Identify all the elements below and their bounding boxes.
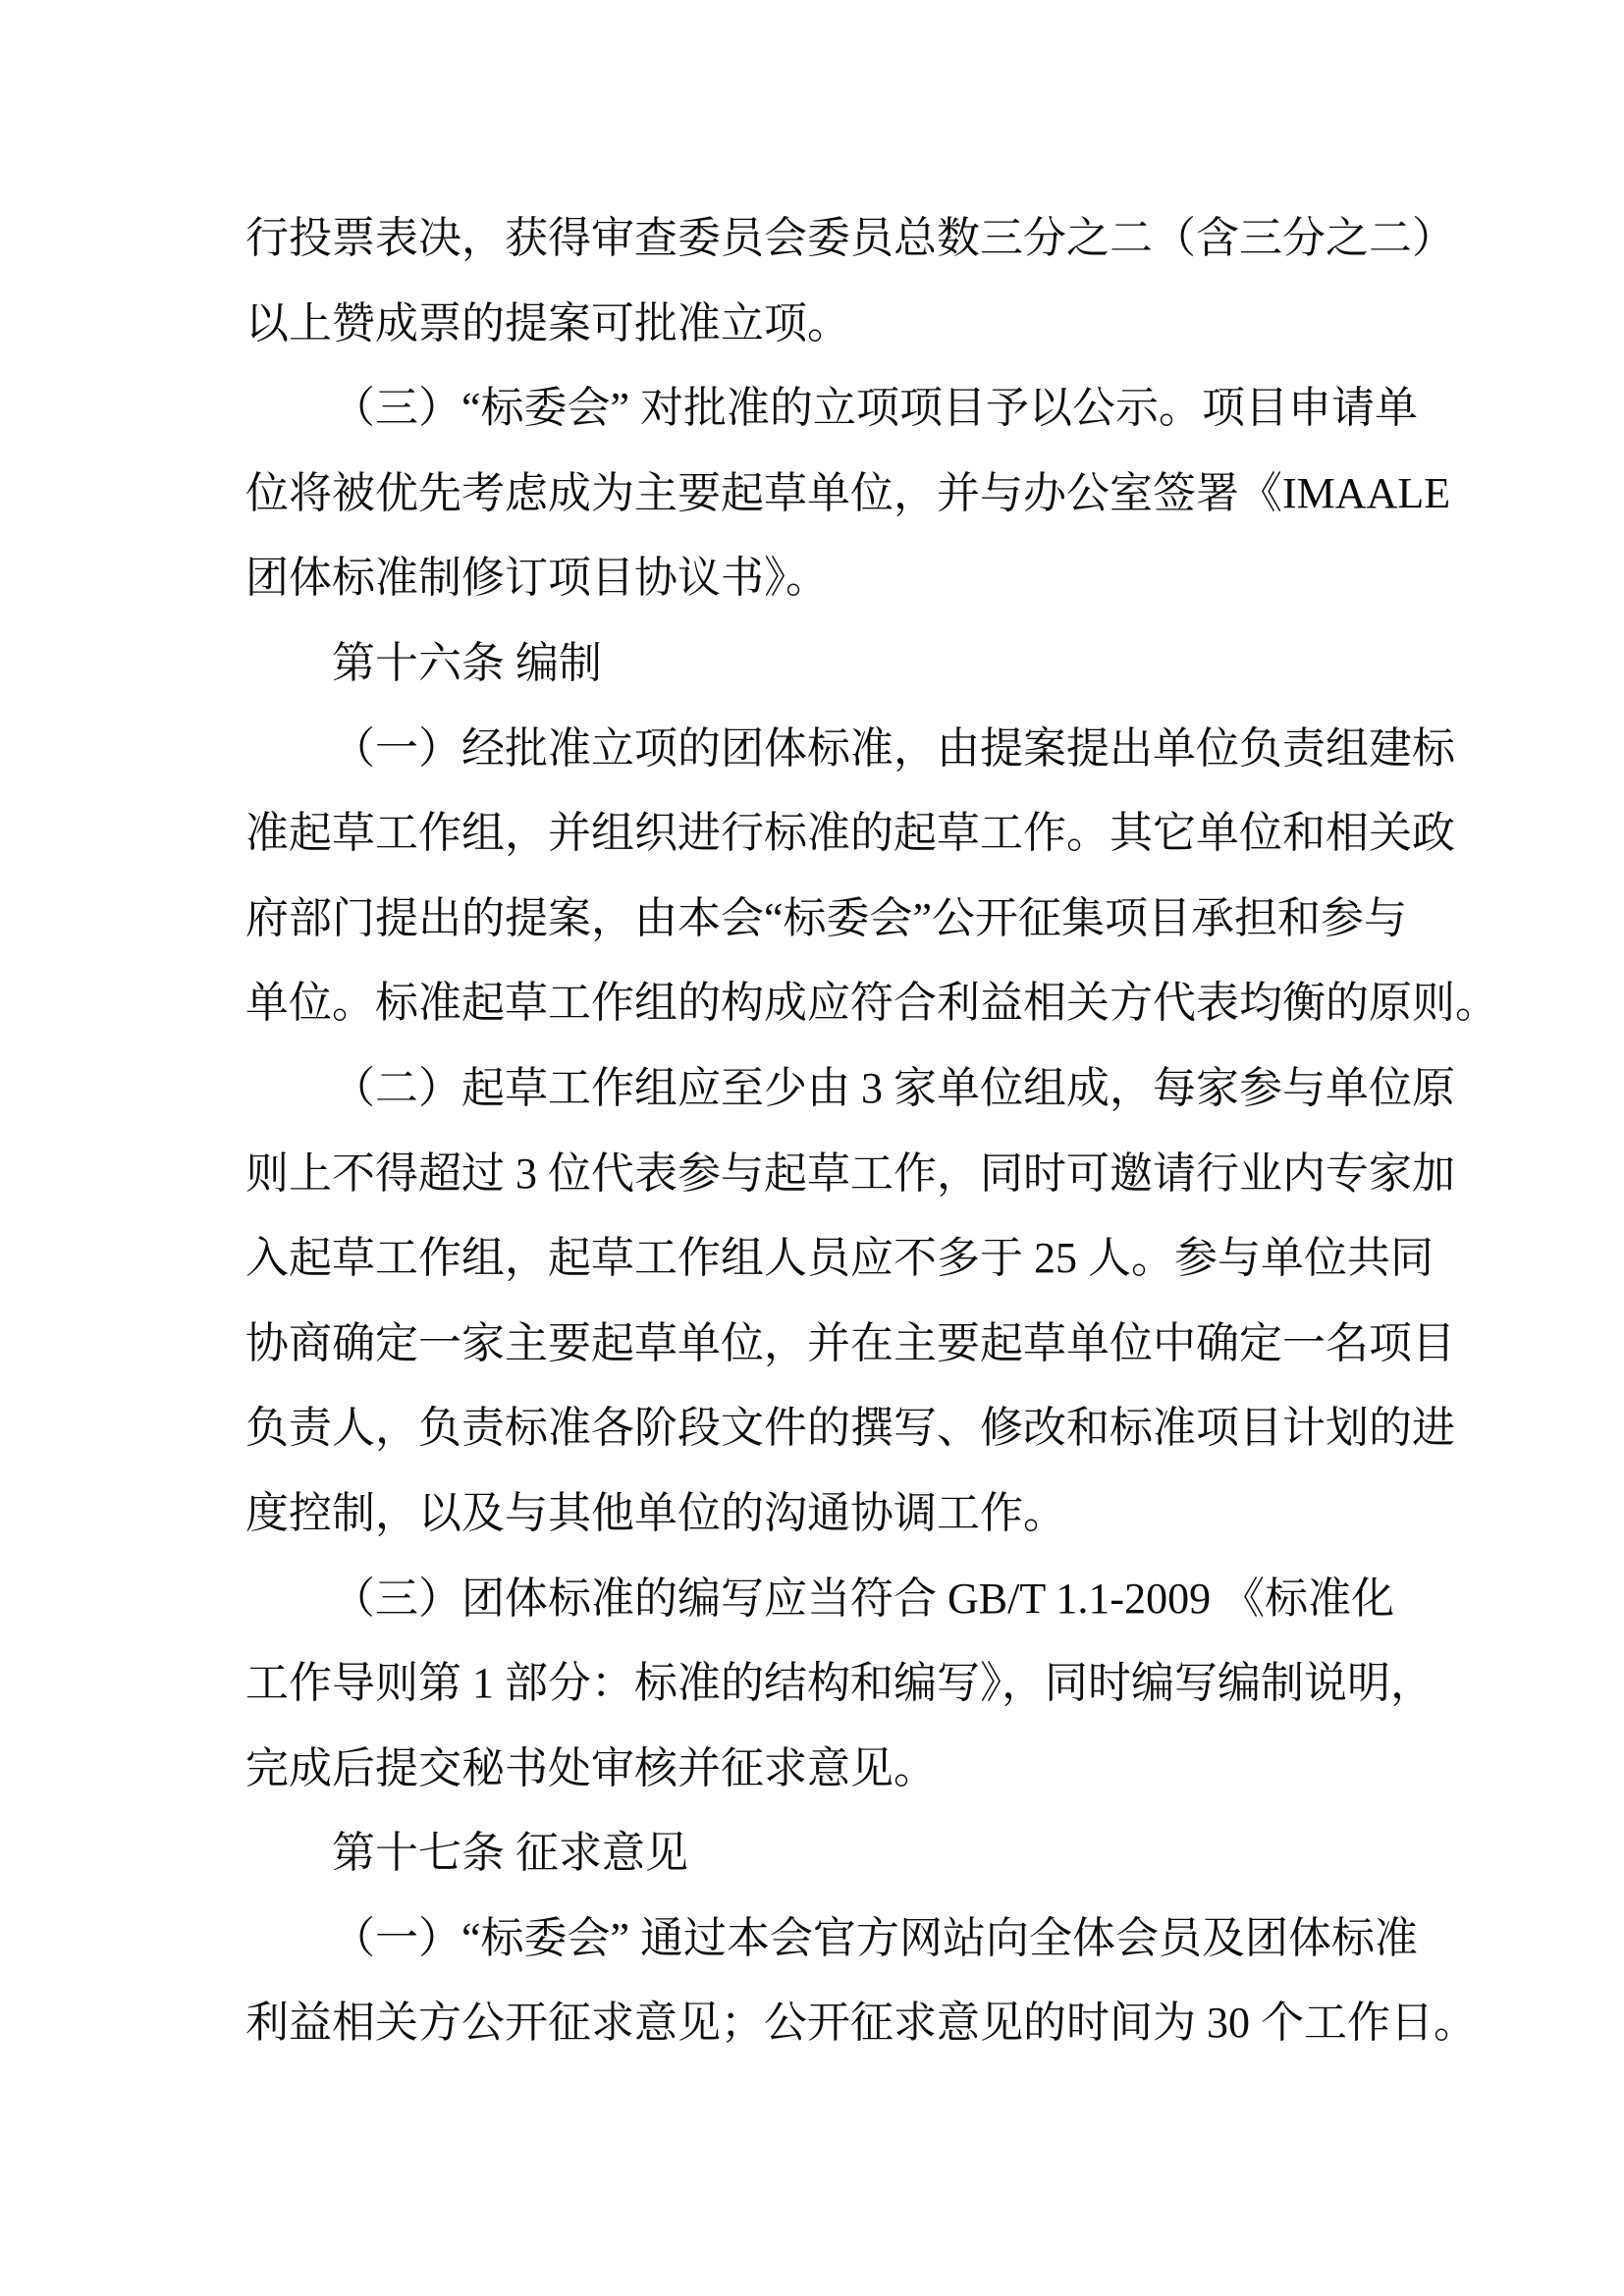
text-line: 团体标准制修订项目协议书》。 [245, 554, 829, 603]
text-line: （三）“标委会” 对批准的立项项目予以公示。项目申请单 [332, 384, 1419, 433]
text-line: （二）起草工作组应至少由 3 家单位组成，每家参与单位原 [332, 1063, 1455, 1112]
text-line: （一）“标委会” 通过本会官方网站向全体会员及团体标准 [332, 1913, 1419, 1962]
text-line: 度控制，以及与其他单位的沟通协调工作。 [245, 1488, 1066, 1537]
text-line: 第十七条 征求意见 [332, 1829, 688, 1878]
text-line: 行投票表决，获得审查委员会委员总数三分之二（含三分之二） [245, 214, 1455, 262]
text-line: 准起草工作组，并组织进行标准的起草工作。其它单位和相关政 [245, 809, 1455, 858]
text-line: 协商确定一家主要起草单位，并在主要起草单位中确定一名项目 [245, 1318, 1455, 1367]
text-line: （一）经批准立项的团体标准，由提案提出单位负责组建标 [332, 723, 1455, 773]
text-line: 完成后提交秘书处审核并征求意见。 [245, 1743, 937, 1792]
text-line: 府部门提出的提案，由本会“标委会”公开征集项目承担和参与 [245, 893, 1408, 942]
text-line: 位将被优先考虑成为主要起草单位，并与办公室签署《IMAALE [245, 468, 1451, 517]
text-line: 则上不得超过 3 位代表参与起草工作，同时可邀请行业内专家加 [245, 1148, 1455, 1198]
text-line: 以上赞成票的提案可批准立项。 [245, 298, 850, 347]
text-line: 入起草工作组，起草工作组人员应不多于 25 人。参与单位共同 [245, 1234, 1434, 1283]
text-line: 利益相关方公开征求意见；公开征求意见的时间为 30 个工作日。 [245, 1999, 1477, 2048]
text-line: 工作导则第 1 部分：标准的结构和编写》，同时编写编制说明， [245, 1659, 1434, 1708]
text-line: 第十六条 编制 [332, 638, 602, 687]
text-line: 单位。标准起草工作组的构成应符合利益相关方代表均衡的原则。 [245, 979, 1498, 1028]
text-line: （三）团体标准的编写应当符合 GB/T 1.1-2009 《标准化 [332, 1574, 1395, 1623]
document-body [245, 196, 1498, 2066]
text-line: 负责人，负责标准各阶段文件的撰写、修改和标准项目计划的进 [245, 1404, 1455, 1453]
